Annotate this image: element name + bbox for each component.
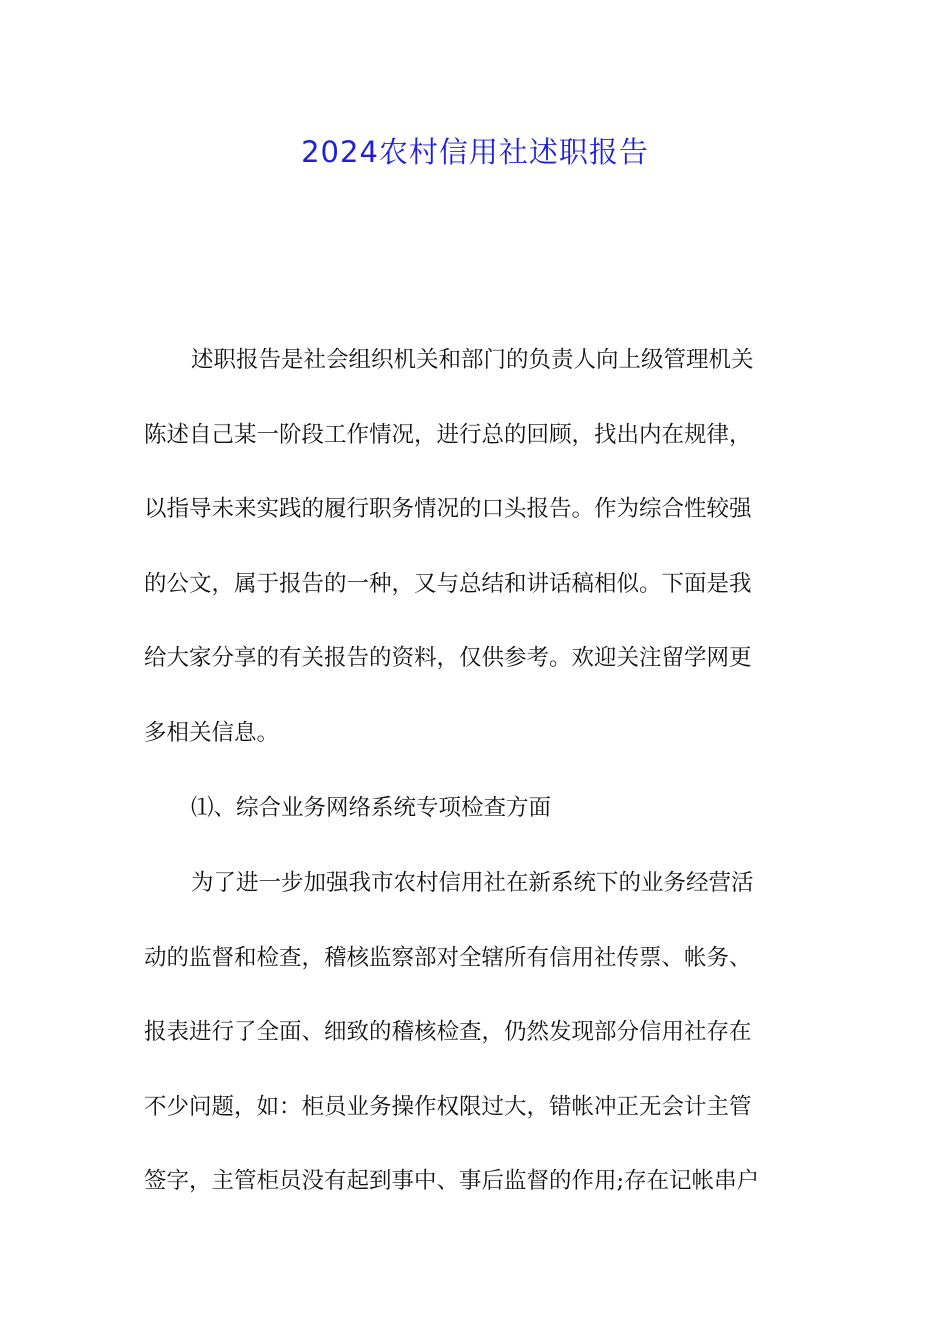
intro-paragraph: [144, 323, 806, 770]
paragraph-line: 动的监督和检查，稽核监察部对全辖所有信用社传票、帐务、: [144, 944, 752, 971]
paragraph-line: 以指导未来实践的履行职务情况的口头报告。作为综合性较强: [144, 496, 752, 522]
paragraph-line: 述职报告是社会组织机关和部门的负责人向上级管理机关: [191, 347, 754, 373]
paragraph-line: 为了进一步加强我市农村信用社在新系统下的业务经营活: [191, 870, 754, 896]
paragraph-line: 不少问题，如：柜员业务操作权限过大，错帐冲正无会计主管: [144, 1093, 752, 1120]
section-heading-text: ⑴、综合业务网络系统专项检查方面: [191, 795, 552, 821]
section-heading: [144, 771, 806, 846]
paragraph-line: 报表进行了全面、细致的稽核检查，仍然发现部分信用社存在: [144, 1019, 752, 1045]
paragraph-line: 签字，主管柜员没有起到事中、事后监督的作用;存在记帐串户: [144, 1168, 760, 1194]
document-title: 2024农村信用社述职报告: [301, 135, 649, 169]
paragraph-line: 给大家分享的有关报告的资料，仅供参考。欢迎关注留学网更: [144, 645, 752, 671]
paragraph-line: 陈述自己某一阶段工作情况，进行总的回顾，找出内在规律，: [144, 421, 752, 448]
paragraph-line: 多相关信息。: [144, 719, 280, 746]
paragraph-line: 的公文，属于报告的一种，又与总结和讲话稿相似。下面是我: [144, 570, 752, 597]
inspection-paragraph: [144, 846, 806, 1219]
